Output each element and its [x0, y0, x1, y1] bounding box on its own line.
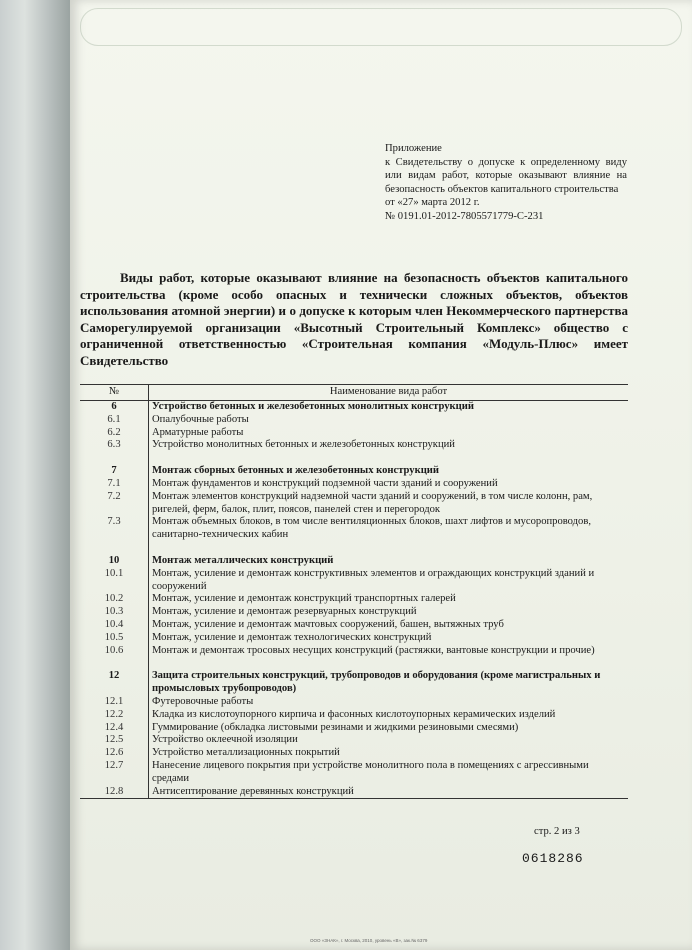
table-group-row	[80, 401, 628, 414]
table-row	[80, 632, 628, 645]
table-header-row	[80, 385, 628, 401]
works-table-body	[80, 401, 628, 799]
row-work-name: Устройство монолитных бетонных и железобетонных конструкций	[152, 439, 455, 451]
table-row	[80, 645, 628, 658]
row-work-name: Защита строительных конструкций, трубопроводов и оборудования (кроме магистральных и промысловых трубопроводов)	[152, 670, 601, 695]
table-row	[80, 734, 628, 747]
row-work-name: Монтаж сборных бетонных и железобетонных конструкций	[152, 465, 440, 477]
row-number: 12.8	[80, 786, 149, 799]
row-work-name: Монтаж и демонтаж тросовых несущих конструкций (растяжки, вантовые конструкции и прочие)	[152, 644, 595, 656]
row-work-name: Устройство металлизационных покрытий	[152, 747, 340, 759]
table-spacer-row	[80, 542, 628, 555]
appendix-reference: к Свидетельству о допуске к определенному виду или видам работ, которые оказывают влияние на безопасность объектов капитального строительства	[385, 156, 627, 195]
table-row	[80, 568, 628, 594]
table-row	[80, 414, 628, 427]
table-row	[80, 786, 628, 799]
row-work-name: Антисептирование деревянных конструкций	[149, 786, 629, 799]
table-row	[80, 722, 628, 735]
table-row	[80, 439, 628, 452]
table-group-row	[80, 670, 628, 696]
appendix-title: Приложение	[385, 143, 442, 154]
row-work-name	[149, 452, 629, 465]
row-number: 12	[80, 670, 149, 696]
row-work-name: Футеровочные работы	[152, 695, 254, 707]
table-group-row	[80, 555, 628, 568]
row-work-name: Арматурные работы	[152, 426, 244, 438]
table-row	[80, 760, 628, 786]
row-number: 7.3	[80, 516, 149, 542]
works-table	[80, 384, 628, 799]
printer-imprint: ООО «ЗНАК», г. Москва, 2010, уровень «В», зак.№ 6379	[310, 938, 428, 943]
table-row	[80, 696, 628, 709]
row-number: 6.1	[80, 414, 149, 427]
row-number: 10.4	[80, 619, 149, 632]
header-num: №	[80, 385, 149, 401]
guilloche-border	[80, 8, 682, 46]
row-number: 12.1	[80, 696, 149, 709]
appendix-block	[385, 142, 627, 224]
row-number: 7.2	[80, 491, 149, 517]
row-work-name: Устройство бетонных и железобетонных монолитных конструкций	[152, 401, 474, 412]
row-number	[80, 542, 149, 555]
page-number: стр. 2 из 3	[534, 826, 580, 837]
row-number: 12.6	[80, 747, 149, 760]
table-row	[80, 516, 628, 542]
table-row	[80, 593, 628, 606]
table-row	[80, 491, 628, 517]
intro-paragraph: Виды работ, которые оказывают влияние на безопасность объектов капитального строительства (кроме особо опасных и технически сложных объектов, объектов использования атомной энергии) и о допуске к которым член Некоммерческого партнерства Саморегулируемой организации «Высотный Строительный Комплекс» общество с ограниченной ответственностью «Строительная компания «Модуль-Плюс» имеет Свидетельство	[80, 270, 628, 368]
row-work-name: Устройство оклеечной изоляции	[152, 734, 298, 746]
row-work-name: Опалубочные работы	[152, 413, 249, 425]
row-number: 7.1	[80, 478, 149, 491]
row-number: 6	[80, 401, 149, 414]
appendix-number: № 0191.01-2012-7805571779-С-231	[385, 210, 544, 222]
table-row	[80, 478, 628, 491]
row-number: 10.2	[80, 593, 149, 606]
header-name: Наименование вида работ	[149, 385, 629, 401]
row-number: 10.5	[80, 632, 149, 645]
row-work-name: Кладка из кислотоупорного кирпича и фасонных кислотоупорных керамических изделий	[152, 708, 556, 720]
row-number: 12.2	[80, 709, 149, 722]
row-number: 12.5	[80, 734, 149, 747]
row-work-name: Монтаж фундаментов и конструкций подземной части зданий и сооружений	[152, 477, 498, 489]
row-number: 10.6	[80, 645, 149, 658]
row-number: 12.7	[80, 760, 149, 786]
row-number: 12.4	[80, 722, 149, 735]
row-number: 10.1	[80, 568, 149, 594]
table-spacer-row	[80, 657, 628, 670]
row-number	[80, 452, 149, 465]
table-group-row	[80, 465, 628, 478]
row-work-name: Монтаж, усиление и демонтаж конструкций транспортных галерей	[152, 593, 456, 605]
row-work-name: Монтаж элементов конструкций надземной части зданий и сооружений, в том числе колонн, рам, ригелей, ферм, балок, плит, поясов, панелей стен и перегородок	[152, 490, 593, 515]
row-work-name: Монтаж, усиление и демонтаж технологических конструкций	[152, 631, 432, 643]
row-work-name: Монтаж, усиление и демонтаж резервуарных конструкций	[152, 606, 417, 618]
row-number: 7	[80, 465, 149, 478]
row-work-name	[149, 657, 629, 670]
serial-number: 0618286	[522, 851, 584, 866]
table-spacer-row	[80, 452, 628, 465]
row-work-name: Монтаж, усиление и демонтаж конструктивных элементов и ограждающих конструкций зданий и сооружений	[152, 567, 595, 592]
row-work-name: Нанесение лицевого покрытия при устройстве монолитного пола в помещениях с агрессивными средами	[152, 759, 589, 784]
row-number	[80, 657, 149, 670]
row-number: 6.3	[80, 439, 149, 452]
row-work-name: Монтаж, усиление и демонтаж мачтовых сооружений, башен, вытяжных труб	[152, 618, 504, 630]
table-row	[80, 606, 628, 619]
appendix-date: от «27» марта 2012 г.	[385, 197, 480, 209]
table-row	[80, 709, 628, 722]
table-row	[80, 747, 628, 760]
row-work-name	[149, 542, 629, 555]
table-row	[80, 427, 628, 440]
row-work-name: Гуммирование (обкладка листовыми резинами и жидкими резиновыми смесями)	[152, 721, 519, 733]
row-number: 10	[80, 555, 149, 568]
row-work-name: Монтаж объемных блоков, в том числе вентиляционных блоков, шахт лифтов и мусоропроводов, санитарно-технических кабин	[152, 516, 592, 541]
row-number: 6.2	[80, 427, 149, 440]
row-number: 10.3	[80, 606, 149, 619]
row-work-name: Монтаж металлических конструкций	[152, 554, 334, 566]
book-spine	[0, 0, 70, 950]
table-row	[80, 619, 628, 632]
